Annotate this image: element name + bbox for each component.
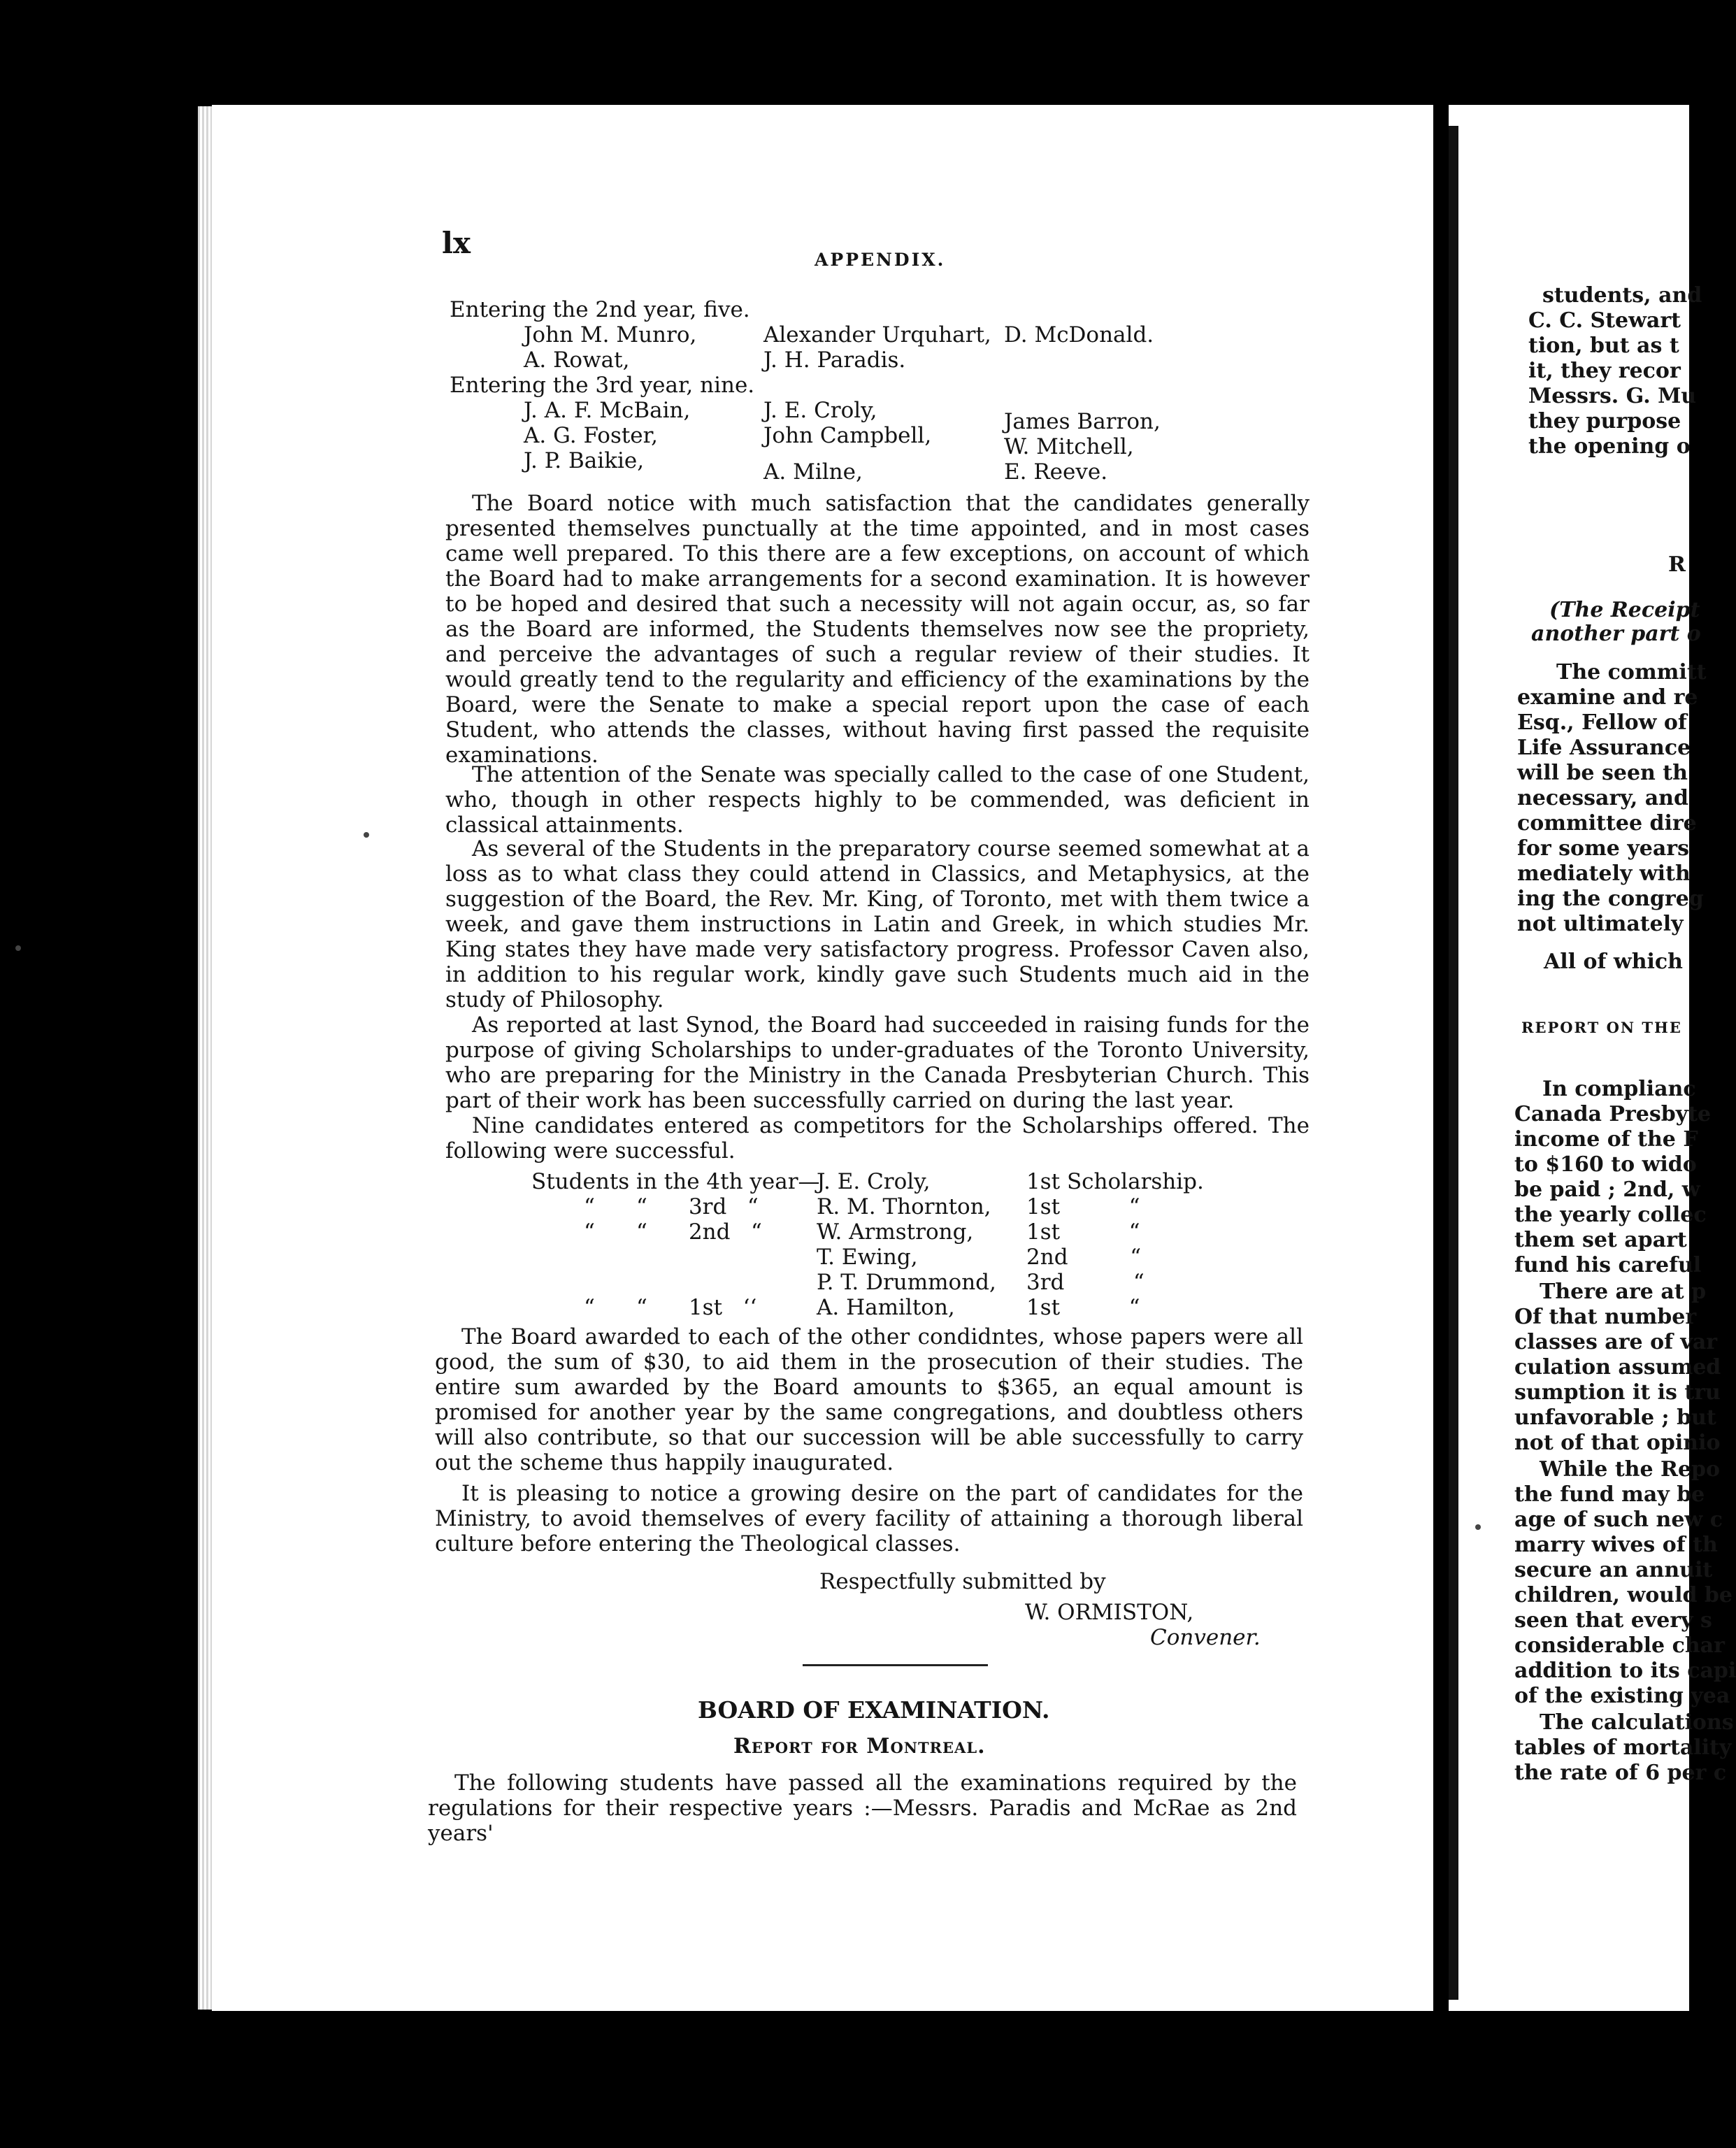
section-heading: BOARD OF EXAMINATION. [698, 1696, 1050, 1724]
right-line: to $160 to wido [1514, 1152, 1697, 1177]
section-subheading: Report for Montreal. [733, 1734, 986, 1759]
name: John M. Munro, [524, 322, 697, 348]
right-line: not ultimately [1517, 912, 1684, 936]
right-line: ing the congreg [1517, 887, 1704, 911]
scholarship-name: T. Ewing, [817, 1245, 918, 1270]
scholarship-name: R. M. Thornton, [817, 1194, 991, 1219]
right-line: examine and re [1517, 685, 1698, 710]
right-line: the fund may be [1514, 1482, 1705, 1507]
right-line: unfavorable ; but [1514, 1405, 1716, 1430]
right-line: age of such new c [1514, 1508, 1723, 1532]
paragraph: The attention of the Senate was specially called to the case of one Student, who, though in other respects highly to be commended, was deficient in classical attainments. [445, 762, 1310, 838]
speck [364, 832, 369, 838]
name: A. G. Foster, [524, 423, 658, 448]
name: J. H. Paradis. [763, 348, 906, 373]
right-line: Of that number [1514, 1305, 1697, 1329]
right-line: considerable char [1514, 1633, 1725, 1658]
right-line: them set apart [1514, 1228, 1687, 1252]
right-line: C. C. Stewart [1528, 308, 1681, 333]
right-line: Life Assurance [1517, 736, 1691, 760]
name: A. Milne, [763, 459, 863, 485]
page-number: lx [442, 226, 471, 260]
right-line: Esq., Fellow of [1517, 710, 1687, 735]
right-line: another part o [1531, 622, 1701, 646]
right-line: seen that every s [1514, 1608, 1712, 1633]
right-line: students, and [1542, 283, 1702, 308]
scholarship-name: J. E. Croly, [817, 1169, 931, 1194]
right-line: REPORT ON THE [1521, 1019, 1682, 1036]
name: A. Rowat, [524, 348, 630, 373]
paragraph: Nine candidates entered as competitors for the Scholarships offered. The following were successful. [445, 1113, 1310, 1164]
paragraph: The following students have passed all the examinations required by the regulations for their respective years :—Messrs. Paradis and McRae as 2nd years' [428, 1770, 1297, 1846]
right-line: income of the F [1514, 1127, 1698, 1152]
right-line: (The Receipt [1549, 598, 1700, 622]
right-line: committee dire [1517, 811, 1697, 836]
section-divider [803, 1664, 988, 1666]
scholarship-year: “ “ 1st ‘‘ [584, 1295, 757, 1320]
scholarship-year: Students in the 4th year— [531, 1169, 820, 1194]
right-line: the opening o [1528, 434, 1691, 459]
right-line: the rate of 6 per c [1514, 1761, 1727, 1785]
right-line: fund his careful [1514, 1253, 1702, 1277]
speck [15, 945, 21, 951]
right-line: marry wives of th [1514, 1533, 1718, 1557]
scholarship-award: 1st “ [1026, 1219, 1140, 1245]
name: J. P. Baikie, [524, 448, 645, 473]
right-line: tion, but as t [1528, 334, 1679, 358]
right-line: R [1668, 552, 1686, 577]
right-line: classes are of var [1514, 1330, 1718, 1354]
right-line: children, would be [1514, 1583, 1733, 1608]
right-line: All of which [1544, 950, 1683, 974]
closing-line: Respectfully submitted by [819, 1569, 1106, 1594]
right-line: it, they recor [1528, 359, 1681, 383]
scholarship-award: 1st “ [1026, 1295, 1140, 1320]
scholarship-award: 1st Scholarship. [1026, 1169, 1204, 1194]
scholarship-name: W. Armstrong, [817, 1219, 974, 1245]
scholarship-year: “ “ 3rd “ [584, 1194, 759, 1219]
name: Alexander Urquhart, [763, 322, 991, 348]
right-line: culation assumed [1514, 1355, 1721, 1380]
scholarship-award: 2nd “ [1026, 1245, 1142, 1270]
paragraph: The Board notice with much satisfaction that the candidates generally presented themselves punctually at the time appointed, and in most cases came well prepared. To this there are a few exceptions, on account of which the Board had to make arrangements for a second examination. It is however to be hoped and desired that such a necessity will not again occur, as, so far as the Board are informed, the Students themselves now see the propriety, and perceive the advantages of such a regular review of their studies. It would greatly tend to the regularity and efficiency of the examinations by the Board, were the Senate to make a special report upon the case of each Student, who attends the classes, without having first passed the requisite examinations. [445, 491, 1310, 768]
entering-3rd-heading: Entering the 3rd year, nine. [450, 373, 755, 398]
name: J. A. F. McBain, [524, 398, 691, 423]
name: W. Mitchell, [1004, 434, 1134, 459]
right-line: be paid ; 2nd, w [1514, 1177, 1700, 1202]
right-line: addition to its capi [1514, 1659, 1736, 1683]
running-head: APPENDIX. [815, 250, 946, 270]
paragraph: The Board awarded to each of the other condidntes, whose papers were all good, the sum of $30, to aid them in the prosecution of their studies. The entire sum awarded by the Board amounts to $365, an equal amount is promised for another year by the same congregations, and doubtless others will also contribute, so that our succession will be able successfully to carry out the scheme thus happily inaugurated. [435, 1324, 1303, 1475]
right-line: will be seen th [1517, 761, 1688, 785]
right-line: In complianc [1542, 1077, 1696, 1101]
right-line: The committ [1556, 660, 1707, 685]
speck [1475, 1524, 1481, 1530]
signatory-title: Convener. [1150, 1625, 1261, 1650]
right-line: mediately with [1517, 861, 1691, 886]
right-line: sumption it is tru [1514, 1380, 1721, 1405]
right-line: the yearly collec [1514, 1203, 1707, 1227]
right-line: Messrs. G. Mu [1528, 384, 1697, 408]
scholarship-name: P. T. Drummond, [817, 1270, 996, 1295]
right-line: necessary, and [1517, 786, 1688, 810]
name: James Barron, [1004, 409, 1161, 434]
scholarship-year: “ “ 2nd “ [584, 1219, 762, 1245]
right-line: they purpose [1528, 409, 1681, 434]
paragraph: As reported at last Synod, the Board had succeeded in raising funds for the purpose of giving Scholarships to under-graduates of the Toronto University, who are preparing for the Ministry in the Canada Presbyterian Church. This part of their work has been successfully carried on during the last year. [445, 1012, 1310, 1113]
right-page-shadow [1449, 126, 1458, 2000]
right-line: for some years [1517, 836, 1689, 861]
right-line: Canada Presbyte [1514, 1102, 1712, 1126]
scholarship-award: 3rd “ [1026, 1270, 1145, 1295]
entering-2nd-heading: Entering the 2nd year, five. [450, 297, 750, 322]
right-line: of the existing yea [1514, 1684, 1730, 1708]
paragraph: It is pleasing to notice a growing desire on the part of candidates for the Ministry, to avoid themselves of every facility of attaining a thorough liberal culture before entering the Theological classes. [435, 1481, 1303, 1556]
right-line: While the Repo [1540, 1457, 1721, 1482]
scholarship-award: 1st “ [1026, 1194, 1140, 1219]
right-line: secure an annuit [1514, 1558, 1713, 1582]
name: D. McDonald. [1004, 322, 1154, 348]
right-line: tables of mortality [1514, 1735, 1732, 1760]
right-line: There are at p [1540, 1280, 1707, 1304]
right-line: not of that opinio [1514, 1431, 1721, 1455]
paragraph: As several of the Students in the preparatory course seemed somewhat at a loss as to what class they could attend in Classics, and Metaphysics, at the suggestion of the Board, the Rev. Mr. King, of Toronto, met with them twice a week, and gave them instructions in Latin and Greek, in which studies Mr. King states they have made very satisfactory progress. Professor Caven also, in addition to his regular work, kindly gave such Students much aid in the study of Philosophy. [445, 836, 1310, 1012]
signatory-name: W. ORMISTON, [1025, 1600, 1194, 1625]
page-edges [198, 106, 213, 2010]
name: E. Reeve. [1004, 459, 1108, 485]
right-line: The calculations [1540, 1710, 1734, 1735]
name: J. E. Croly, [763, 398, 877, 423]
scholarship-name: A. Hamilton, [817, 1295, 955, 1320]
name: John Campbell, [763, 423, 932, 448]
